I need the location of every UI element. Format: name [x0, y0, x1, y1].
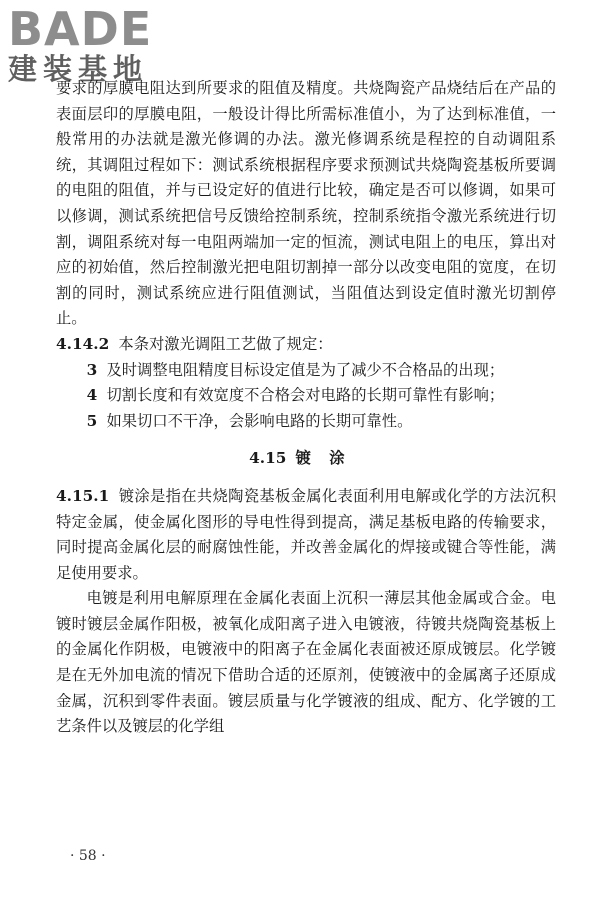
clause-4-14-2	[56, 332, 556, 358]
item-text: 及时调整电阻精度目标设定值是为了减少不合格品的出现；	[106, 360, 505, 379]
section-name: 镀涂	[295, 449, 363, 468]
list-item-5	[56, 409, 556, 435]
page-number: · 58 ·	[70, 848, 106, 864]
paragraph-electroplating: 电镀是利用电解原理在金属化表面上沉积一薄层其他金属或合金。电镀时镀层金属作阳极，被氧化成阳离子进入电镀液，待镀共烧陶瓷基板上的金属化作阴极，电镀液中的阳离子在金属化表面被还原成镀层。化学镀是在无外加电流的情况下借助合适的还原剂，使镀液中的金属离子还原成金属，沉积到零件表面。镀层质量与化学镀液的组成、配方、化学镀的工艺条件以及镀层的化学组	[56, 589, 556, 736]
logo-subtitle-text: 建装基地	[8, 52, 149, 86]
item-number: 3	[86, 360, 98, 379]
item-number: 5	[86, 411, 98, 430]
section-heading-4-15	[56, 446, 556, 472]
list-item-3	[56, 358, 556, 384]
item-number: 4	[86, 386, 98, 405]
item-text: 如果切口不干净，会影响电路的长期可靠性。	[106, 411, 413, 430]
list-item-4	[56, 383, 556, 409]
paragraph-laser-trimming: 要求的厚膜电阻达到所要求的阻值及精度。共烧陶瓷产品烧结后在产品的表面层印的厚膜电阻，一般设计得比所需标准值小，为了达到标准值，一般常用的办法就是激光修调的办法。激光修调系统是程控的自动调阻系统，其调阻过程如下：测试系统根据程序要求预测试共烧陶瓷基板所要调的电阻的阻值，并与已设定好的值进行比较，确定是否可以修调，如果可以修调，测试系统把信号反馈给控制系统，控制系统指令激光系统进行切割，调阻系统对每一电阻两端加一定的恒流，测试电阻上的电压，算出对应的初始值，然后控制激光把电阻切割掉一部分以改变电阻的宽度，在切割的同时，测试系统应进行阻值测试，当阻值达到设定值时激光切割停止。	[56, 79, 556, 328]
clause-4-15-1	[56, 484, 556, 586]
clause-text: 镀涂是指在共烧陶瓷基板金属化表面利用电解或化学的方法沉积特定金属，使金属化图形的导电性得到提高，满足基板电路的传输要求，同时提高金属化层的耐腐蚀性能，并改善金属化的焊接或键合等性能，满足使用要求。	[56, 486, 556, 582]
document-body	[56, 76, 556, 740]
section-number: 4.15	[249, 449, 287, 468]
clause-number: 4.14.2	[56, 334, 110, 353]
clause-number: 4.15.1	[56, 486, 110, 505]
logo-brand-text: BADE	[8, 2, 153, 56]
item-text: 切割长度和有效宽度不合格会对电路的长期可靠性有影响；	[106, 386, 505, 405]
clause-text: 本条对激光调阻工艺做了规定：	[118, 334, 333, 353]
